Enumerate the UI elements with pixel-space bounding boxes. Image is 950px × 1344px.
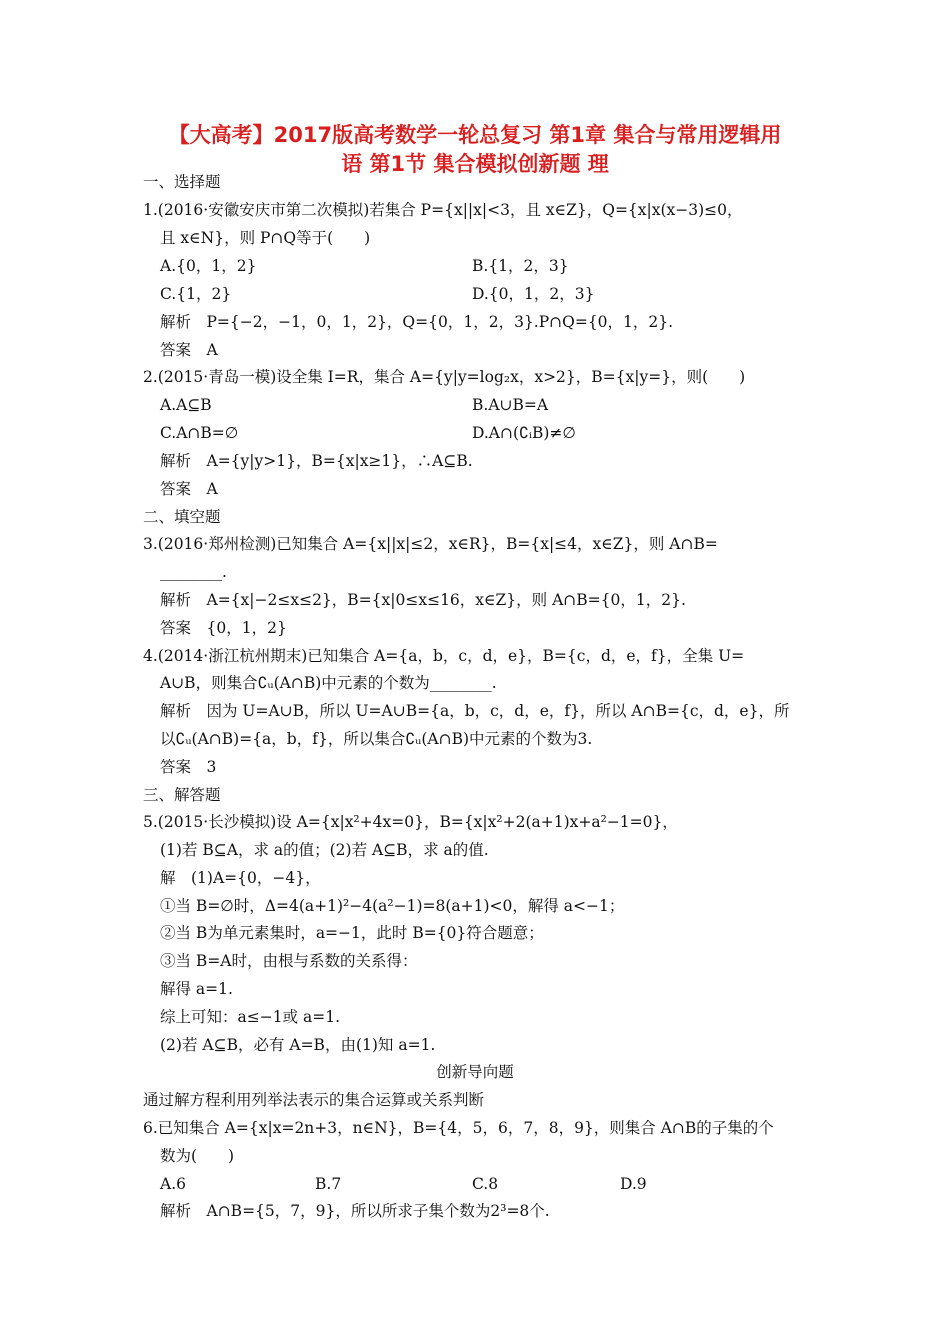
q1-stem-line2: 且 x∈N}，则 P∩Q等于( ) — [160, 229, 371, 247]
q5-solution-line5: 解得 a=1. — [160, 980, 233, 998]
q3-stem-line1: 3.(2016·郑州检测)已知集合 A={x||x|≤2，x∈R}，B={x|≤4，x∈Z}，则 A∩B= — [143, 535, 718, 553]
q6-stem-line2: 数为( ) — [160, 1147, 235, 1165]
q1-option-d: D.{0，1，2，3} — [472, 285, 595, 303]
q2-stem-line1: 2.(2015·青岛一模)设全集 I=R，集合 A={y|y=log₂x，x>2}，B={x|y=}，则( ) — [143, 368, 746, 386]
q1-answer: 答案 A — [160, 341, 218, 359]
q3-answer: 答案 {0，1，2} — [160, 619, 287, 637]
innovation-subheading: 通过解方程利用列举法表示的集合运算或关系判断 — [143, 1091, 485, 1109]
q5-solution-line4: ③当 B=A时，由根与系数的关系得： — [160, 952, 418, 970]
q4-analysis-line1: 解析 因为 U=A∪B，所以 U=A∪B={a，b，c，d，e，f}，所以 A∩B={c，d，e}，所 — [160, 702, 790, 720]
q6-stem-line1: 6.已知集合 A={x|x=2n+3，n∈N}，B={4，5，6，7，8，9}，则集合 A∩B的子集的个 — [143, 1119, 774, 1137]
q6-option-d: D.9 — [620, 1175, 647, 1193]
q1-option-c: C.{1，2} — [160, 285, 232, 303]
q6-analysis: 解析 A∩B={5，7，9}，所以所求子集个数为2³=8个. — [160, 1202, 550, 1220]
q4-stem-line1: 4.(2014·浙江杭州期末)已知集合 A={a，b，c，d，e}，B={c，d，e，f}，全集 U= — [143, 647, 745, 665]
q2-option-d: D.A∩(∁ᵢB)≠∅ — [472, 424, 576, 442]
q5-solution-line3: ②当 B为单元素集时，a=−1，此时 B={0}符合题意； — [160, 924, 544, 942]
q5-stem-line1: 5.(2015·长沙模拟)设 A={x|x²+4x=0}，B={x|x²+2(a+1)x+a²−1=0}， — [143, 813, 678, 831]
q1-option-b: B.{1，2，3} — [472, 257, 569, 275]
q2-option-b: B.A∪B=A — [472, 396, 549, 414]
section-heading-solve: 三、解答题 — [143, 786, 221, 804]
q4-analysis-line2: 以∁ᵤ(A∩B)={a，b，f}，所以集合∁ᵤ(A∩B)中元素的个数为3. — [160, 730, 593, 748]
q6-option-b: B.7 — [315, 1175, 342, 1193]
section-heading-fill: 二、填空题 — [143, 508, 221, 526]
q2-option-a: A.A⊆B — [160, 396, 212, 414]
q2-answer: 答案 A — [160, 480, 218, 498]
q2-analysis: 解析 A={y|y>1}，B={x|x≥1}，∴A⊆B. — [160, 452, 473, 470]
q5-solution-line7: (2)若 A⊆B，必有 A=B，由(1)知 a=1. — [160, 1036, 436, 1054]
q1-stem-line1: 1.(2016·安徽安庆市第二次模拟)若集合 P={x||x|<3，且 x∈Z}，Q={x|x(x−3)≤0， — [143, 201, 743, 219]
q4-answer: 答案 3 — [160, 758, 217, 776]
q4-stem-line2: A∪B，则集合∁ᵤ(A∩B)中元素的个数为________. — [160, 674, 497, 692]
q2-option-c: C.A∩B=∅ — [160, 424, 239, 442]
innovation-heading: 创新导向题 — [436, 1063, 514, 1081]
title-line-2: 语 第1节 集合模拟创新题 理 — [341, 152, 609, 176]
q3-stem-line2: ________. — [160, 563, 227, 581]
q5-solution-line6: 综上可知：a≤−1或 a=1. — [160, 1008, 341, 1026]
q1-analysis: 解析 P={−2，−1，0，1，2}，Q={0，1，2，3}.P∩Q={0，1，2}. — [160, 313, 674, 331]
q6-option-c: C.8 — [472, 1175, 499, 1193]
section-heading-choice: 一、选择题 — [143, 173, 221, 191]
q3-analysis: 解析 A={x|−2≤x≤2}，B={x|0≤x≤16，x∈Z}，则 A∩B={0，1，2}. — [160, 591, 686, 609]
title-line-1: 【大高考】2017版高考数学一轮总复习 第1章 集合与常用逻辑用 — [168, 123, 782, 147]
q5-solution-line1: 解 (1)A={0，−4}， — [160, 869, 321, 887]
q1-option-a: A.{0，1，2} — [160, 257, 257, 275]
document-title — [120, 121, 830, 179]
q5-solution-line2: ①当 B=∅时，Δ=4(a+1)²−4(a²−1)=8(a+1)<0，解得 a<−1； — [160, 897, 625, 915]
q6-option-a: A.6 — [160, 1175, 186, 1193]
q5-stem-line2: (1)若 B⊆A，求 a的值；(2)若 A⊆B，求 a的值. — [160, 841, 489, 859]
